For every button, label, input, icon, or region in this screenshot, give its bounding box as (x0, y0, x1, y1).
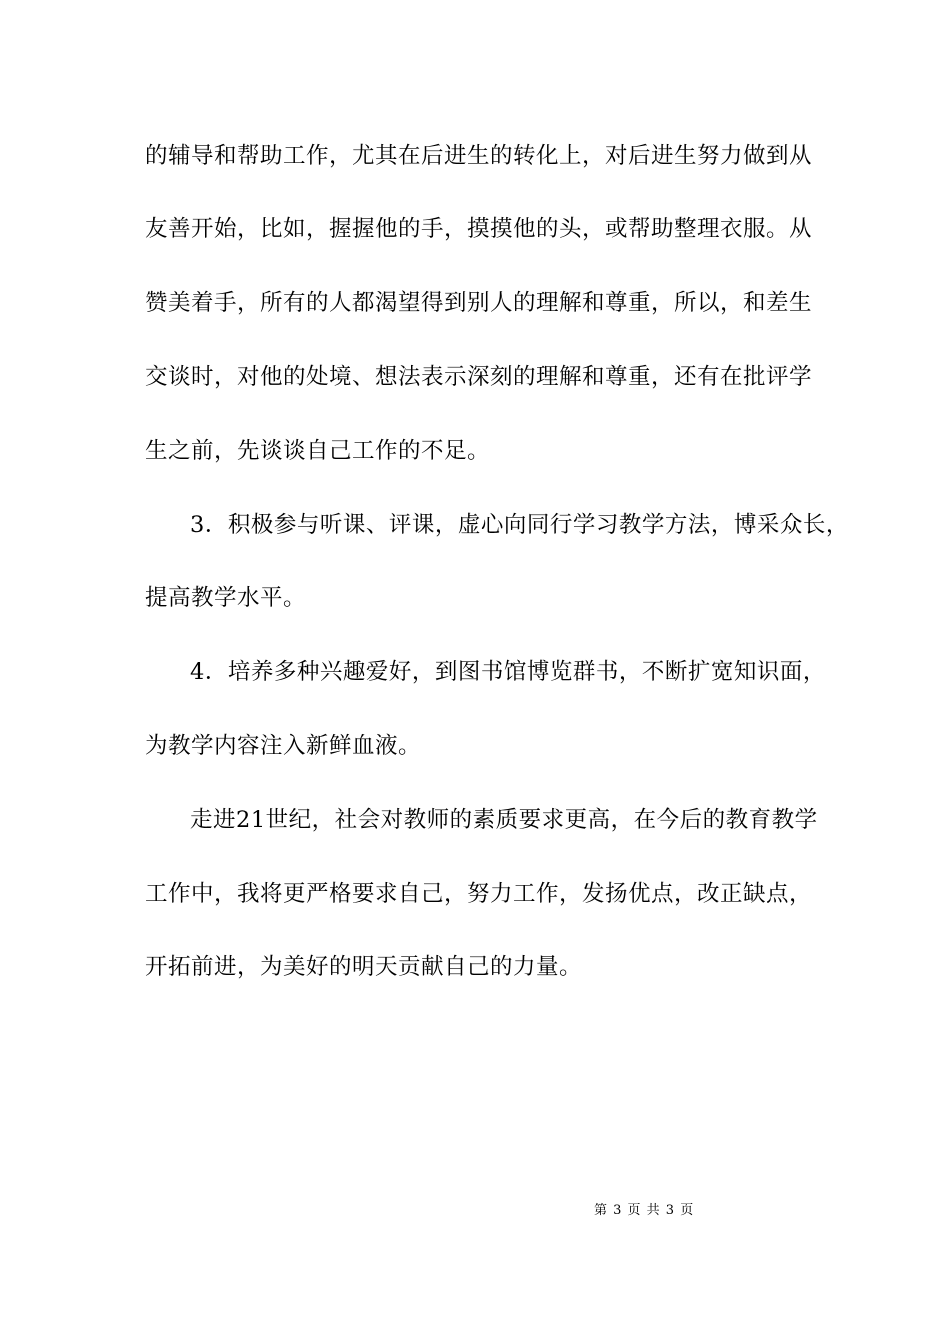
body-text-line: 为教学内容注入新鲜血液。 (145, 733, 422, 759)
body-text-line: 提高教学水平。 (145, 585, 307, 611)
body-text-line: 生之前，先谈谈自己工作的不足。 (145, 438, 491, 464)
page-number-footer: 第 3 页 共 3 页 (594, 1203, 695, 1218)
list-item-3: 3．积极参与听课、评课，虚心向同行学习教学方法，博采众长， (190, 512, 849, 538)
body-text-line: 友善开始，比如，握握他的手，摸摸他的头，或帮助整理衣服。从 (145, 216, 813, 242)
body-text-line: 赞美着手，所有的人都渴望得到别人的理解和尊重，所以，和差生 (145, 290, 813, 316)
body-text-line: 交谈时，对他的处境、想法表示深刻的理解和尊重，还有在批评学 (145, 364, 813, 390)
body-text-line: 的辅导和帮助工作，尤其在后进生的转化上，对后进生努力做到从 (145, 143, 813, 169)
list-item-4: 4．培养多种兴趣爱好，到图书馆博览群书，不断扩宽知识面， (190, 659, 826, 685)
body-text-line: 开拓前进，为美好的明天贡献自己的力量。 (145, 954, 583, 980)
conclusion-paragraph-start: 走进21世纪，社会对教师的素质要求更高，在今后的教育教学 (190, 807, 818, 833)
body-text-line: 工作中，我将更严格要求自己，努力工作，发扬优点，改正缺点， (145, 881, 813, 907)
